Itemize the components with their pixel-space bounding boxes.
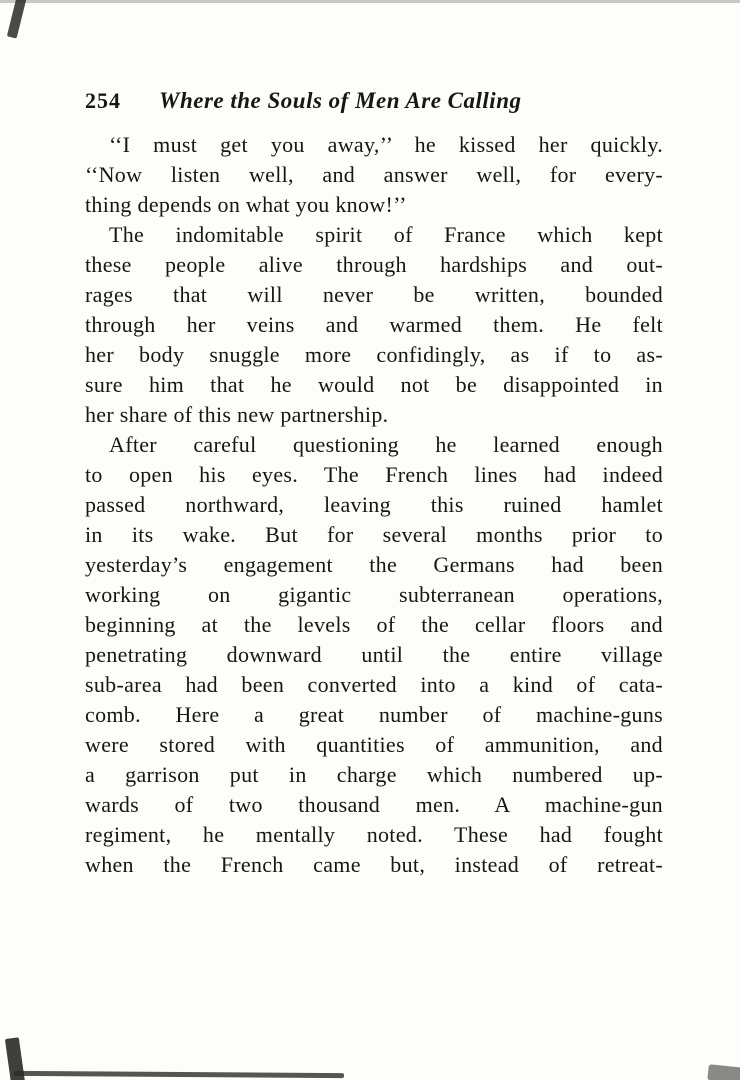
text-line: wards of two thousand men. A machine-gun	[85, 792, 663, 817]
text-line: through her veins and warmed them. He felt	[85, 312, 663, 337]
text-line: thing depends on what you know!’’	[85, 192, 407, 217]
page-content	[85, 88, 663, 880]
paragraph	[85, 430, 663, 880]
text-line: a garrison put in charge which numbered up-	[85, 762, 663, 787]
scan-artifact-top-edge	[0, 0, 740, 3]
text-line: sub-area had been converted into a kind of cata-	[85, 672, 663, 697]
running-header	[85, 88, 663, 114]
text-line: penetrating downward until the entire village	[85, 642, 663, 667]
text-line: passed northward, leaving this ruined hamlet	[85, 492, 663, 517]
text-line: rages that will never be written, bounded	[85, 282, 663, 307]
text-line: beginning at the levels of the cellar floors and	[85, 612, 663, 637]
text-line: to open his eyes. The French lines had indeed	[85, 462, 663, 487]
page-number: 254	[85, 88, 121, 113]
text-line: her body snuggle more confidingly, as if to as-	[85, 342, 663, 367]
text-line: working on gigantic subterranean operations,	[85, 582, 663, 607]
paragraph	[85, 130, 663, 220]
text-line: ‘‘Now listen well, and answer well, for every-	[85, 162, 663, 187]
scan-artifact-bottom-right	[707, 1064, 740, 1080]
text-line: regiment, he mentally noted. These had fought	[85, 822, 663, 847]
paragraph	[85, 220, 663, 430]
text-line: yesterday’s engagement the Germans had been	[85, 552, 663, 577]
text-line: her share of this new partnership.	[85, 402, 389, 427]
text-line: when the French came but, instead of retreat-	[85, 852, 663, 877]
text-line: The indomitable spirit of France which kept	[109, 222, 663, 247]
text-line: ‘‘I must get you away,’’ he kissed her quickly.	[109, 132, 663, 157]
text-line: comb. Here a great number of machine-guns	[85, 702, 663, 727]
running-title: Where the Souls of Men Are Calling	[159, 88, 522, 113]
text-line: sure him that he would not be disappointed in	[85, 372, 663, 397]
body-text	[85, 130, 663, 880]
text-line: these people alive through hardships and out-	[85, 252, 663, 277]
text-line: in its wake. But for several months prior to	[85, 522, 663, 547]
text-line: After careful questioning he learned enough	[109, 432, 663, 457]
text-line: were stored with quantities of ammunition, and	[85, 732, 663, 757]
scan-artifact-bottom-line	[14, 1071, 344, 1078]
scan-artifact-top-left	[7, 0, 27, 39]
